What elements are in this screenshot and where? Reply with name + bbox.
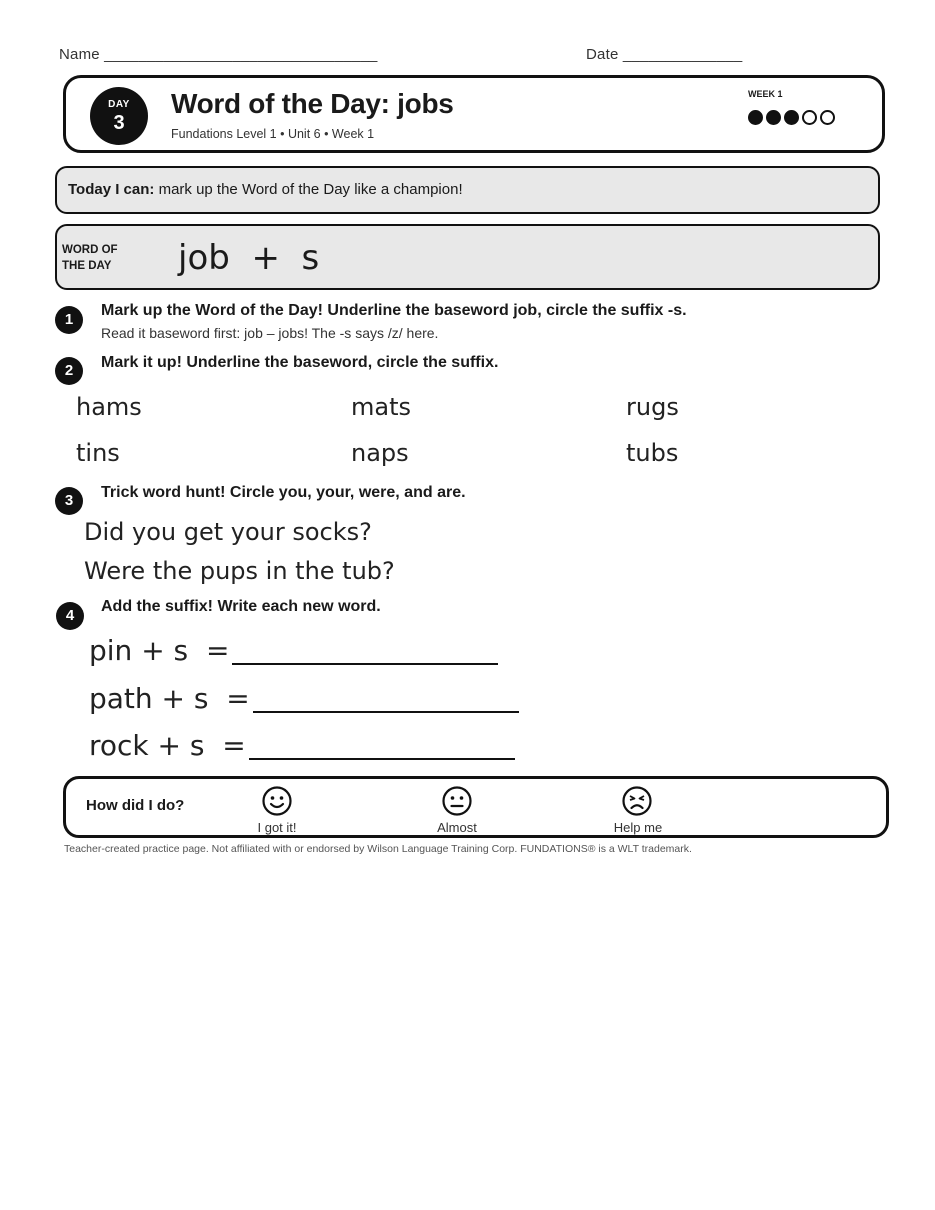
progress-dot-filled: [766, 110, 781, 125]
sad-face-icon[interactable]: [622, 786, 652, 816]
equation: rock + s =: [89, 729, 246, 762]
answer-blank[interactable]: [249, 758, 515, 760]
neutral-face-icon[interactable]: [442, 786, 472, 816]
question-number-1: 1: [55, 306, 83, 334]
equation: path + s =: [89, 682, 250, 715]
feedback-label-got-it: I got it!: [257, 820, 297, 835]
answer-blank[interactable]: [253, 711, 519, 713]
progress-dot-empty: [802, 110, 817, 125]
question-1-sub: Read it baseword first: job – jobs! The -s says /z/ here.: [101, 325, 439, 341]
word-item: tubs: [626, 439, 679, 467]
question-3-text: Trick word hunt! Circle you, your, were, and are.: [101, 484, 466, 501]
page-title: Word of the Day: jobs: [171, 88, 454, 119]
name-line: Name ________________________________: [59, 46, 378, 63]
progress-dot-filled: [748, 110, 763, 125]
today-text: mark up the Word of the Day like a champion!: [154, 181, 463, 198]
feedback-label-almost: Almost: [437, 820, 477, 835]
week-progress-dots: [748, 110, 835, 125]
equation: pin + s =: [89, 634, 230, 667]
sentence: Did you get your socks?: [84, 518, 372, 546]
question-2-text: Mark it up! Underline the baseword, circle the suffix.: [101, 354, 499, 371]
question-4-text: Add the suffix! Write each new word.: [101, 598, 381, 615]
day-badge: [90, 87, 148, 145]
word-item: rugs: [626, 393, 679, 421]
date-line: Date ______________: [586, 46, 743, 63]
word-of-day-label-line1: WORD OF: [62, 244, 118, 256]
progress-dot-filled: [784, 110, 799, 125]
word-of-day-label: [62, 242, 152, 274]
word-item: tins: [76, 439, 120, 467]
feedback-question: How did I do?: [86, 797, 185, 814]
day-number: 3: [113, 112, 125, 134]
feedback-label-help-me: Help me: [613, 820, 663, 835]
day-label: DAY: [108, 99, 130, 110]
word-item: hams: [76, 393, 142, 421]
word-item: mats: [351, 393, 411, 421]
question-number-4: 4: [56, 602, 84, 630]
today-label: Today I can:: [68, 181, 155, 198]
word-item: naps: [351, 439, 409, 467]
week-label: WEEK 1: [748, 89, 783, 99]
answer-blank[interactable]: [232, 663, 498, 665]
question-number-3: 3: [55, 487, 83, 515]
sentence: Were the pups in the tub?: [84, 557, 395, 585]
question-1-text: Mark up the Word of the Day! Underline the baseword job, circle the suffix -s.: [101, 302, 687, 319]
footer-disclaimer: Teacher-created practice page. Not affiliated with or endorsed by Wilson Language Training Corp. FUNDATIONS® is a WLT trademark.: [64, 843, 692, 855]
word-of-day-label-line2: THE DAY: [62, 260, 112, 272]
word-of-day-word: job + s: [178, 238, 320, 278]
progress-dot-empty: [820, 110, 835, 125]
question-number-2: 2: [55, 357, 83, 385]
page-subtitle: Fundations Level 1 • Unit 6 • Week 1: [171, 127, 375, 141]
today-statement: [68, 181, 463, 198]
happy-face-icon[interactable]: [262, 786, 292, 816]
